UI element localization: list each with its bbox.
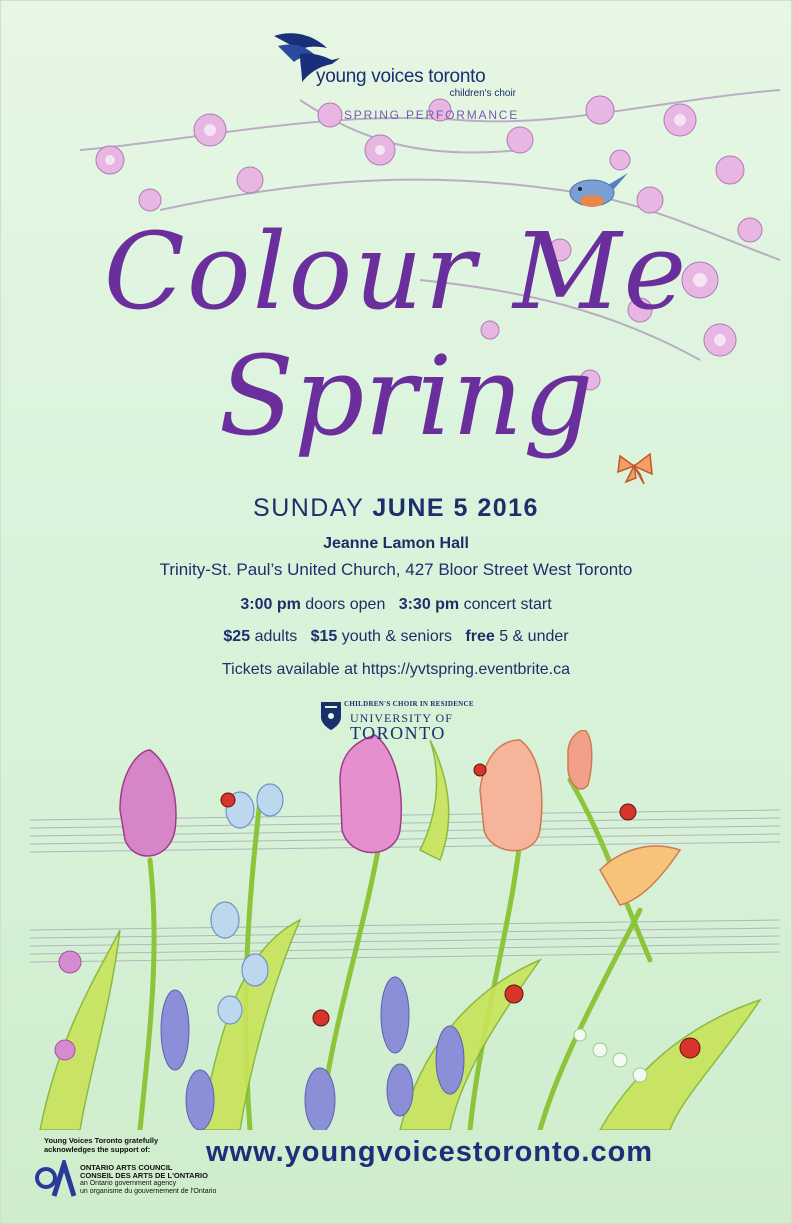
oac-line-1: ONTARIO ARTS COUNCIL bbox=[80, 1163, 173, 1172]
price-youth: $15 bbox=[310, 628, 338, 645]
event-date bbox=[0, 494, 792, 523]
title-line-1: Colour Me bbox=[103, 210, 689, 333]
website-link[interactable]: www.youngvoicestoronto.com bbox=[206, 1136, 654, 1168]
price-youth-label: youth & seniors bbox=[341, 628, 453, 645]
acknowledgement-line-1: Young Voices Toronto gratefully bbox=[44, 1136, 159, 1145]
tulip-illustration bbox=[0, 730, 792, 1130]
price-adults: $25 bbox=[223, 628, 251, 645]
org-subtitle: children's choir bbox=[449, 88, 516, 99]
university-name-2: TORONTO bbox=[350, 723, 446, 743]
oac-line-2: CONSEIL DES ARTS DE L'ONTARIO bbox=[80, 1171, 208, 1180]
date-prefix: SUNDAY bbox=[253, 494, 364, 522]
university-name-1: UNIVERSITY OF bbox=[350, 711, 453, 725]
tickets-link[interactable]: Tickets available at https://yvtspring.eventbrite.ca bbox=[221, 661, 570, 678]
university-residency: CHILDREN'S CHOIR IN RESIDENCE bbox=[344, 700, 474, 708]
university-crest-icon bbox=[320, 701, 342, 731]
university-logo bbox=[320, 697, 480, 747]
performance-label: SPRING PERFORMANCE bbox=[344, 108, 520, 122]
oac-text bbox=[80, 1164, 216, 1196]
event-hall: Jeanne Lamon Hall bbox=[323, 535, 469, 552]
doors-label: doors open bbox=[305, 596, 386, 613]
date-value: JUNE 5 2016 bbox=[372, 494, 539, 522]
concert-label: concert start bbox=[463, 596, 552, 613]
doors-time: 3:00 pm bbox=[240, 596, 301, 613]
event-prices bbox=[0, 628, 792, 646]
oac-line-4: un organisme du gouvernement de l'Ontario bbox=[80, 1188, 217, 1195]
event-address: Trinity-St. Paul’s United Church, 427 Bloor Street West Toronto bbox=[159, 560, 633, 579]
acknowledgement-line-2: acknowledges the support of: bbox=[44, 1145, 151, 1154]
price-free: free bbox=[465, 628, 495, 645]
acknowledgement bbox=[44, 1136, 214, 1154]
oac-line-3: an Ontario government agency bbox=[80, 1180, 177, 1187]
event-times bbox=[0, 596, 792, 614]
price-free-label: 5 & under bbox=[499, 628, 569, 645]
org-name: young voices toronto bbox=[316, 66, 486, 87]
title-line-2: Spring bbox=[218, 332, 594, 460]
price-adults-label: adults bbox=[254, 628, 298, 645]
concert-time: 3:30 pm bbox=[398, 596, 460, 613]
oac-logo-icon bbox=[34, 1160, 76, 1200]
